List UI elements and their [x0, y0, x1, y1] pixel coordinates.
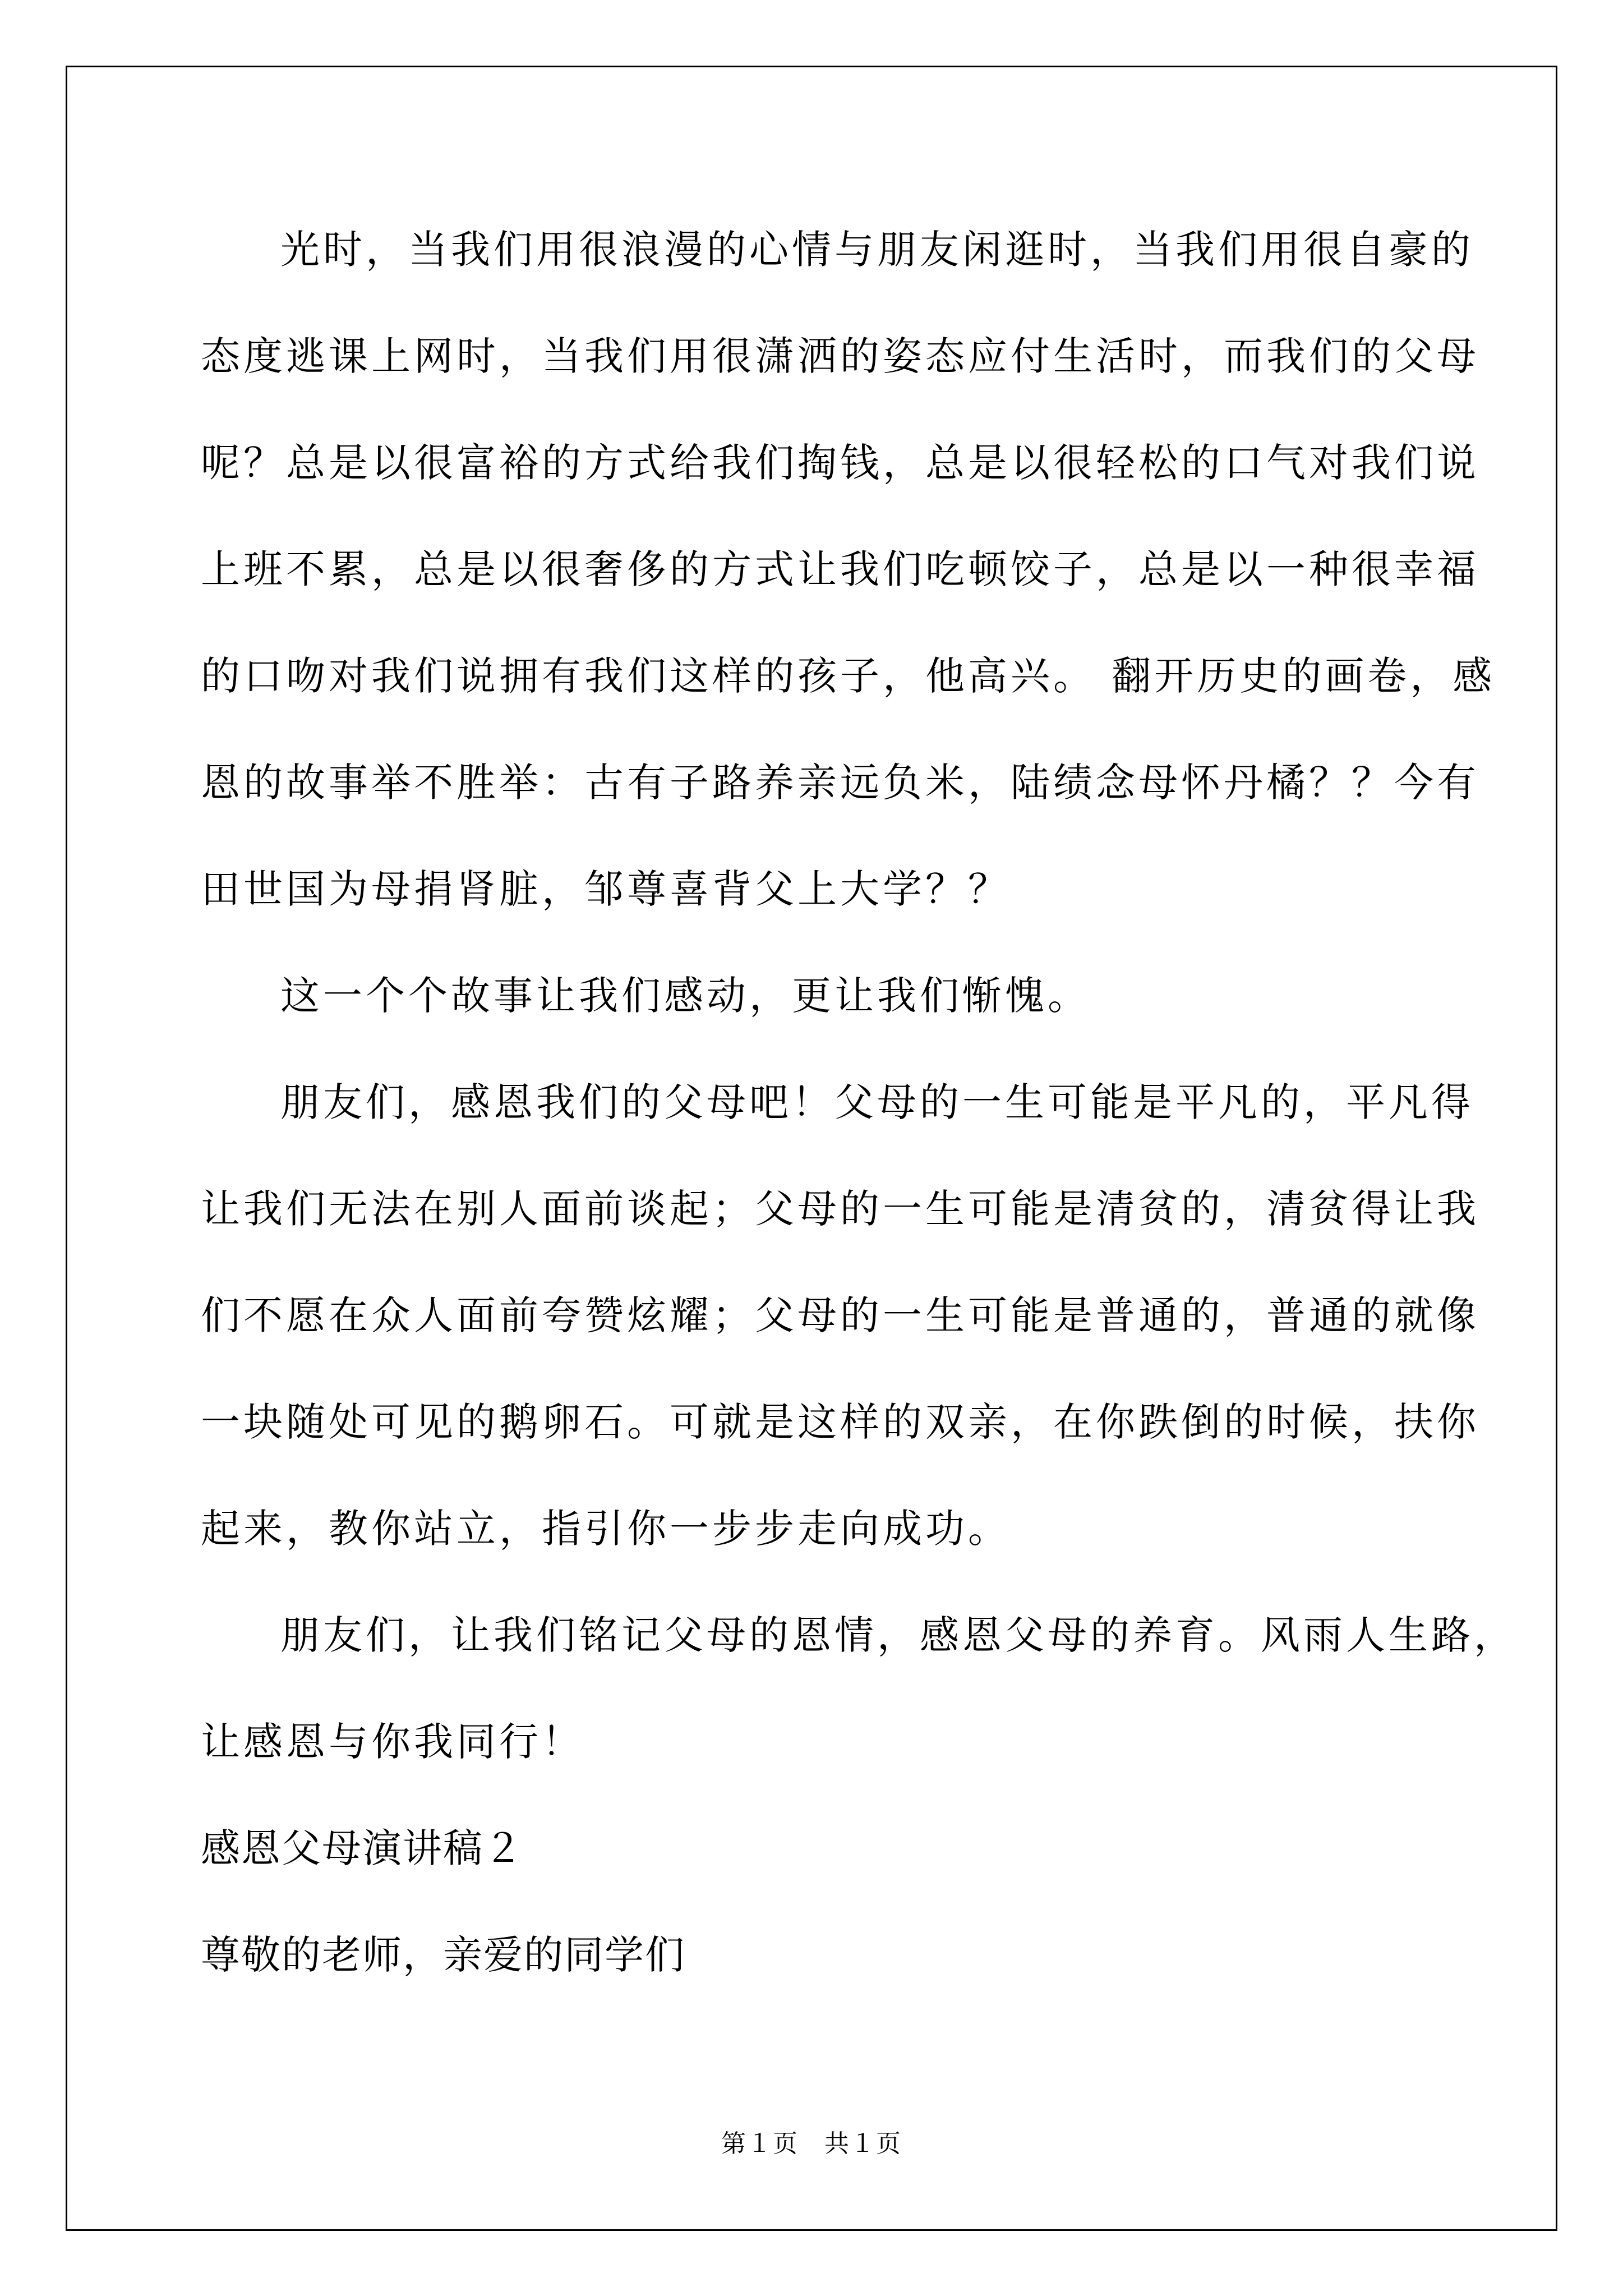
- text-line: 上班不累，总是以很奢侈的方式让我们吃顿饺子，总是以一种很幸福: [201, 546, 1479, 592]
- text-line: 光时，当我们用很浪漫的心情与朋友闲逛时，当我们用很自豪的: [280, 227, 1474, 273]
- text-line: 的口吻对我们说拥有我们这样的孩子，他高兴。 翻开历史的画卷，感: [201, 653, 1496, 699]
- text-line: 们不愿在众人面前夸赞炫耀；父母的一生可能是普通的，普通的就像: [201, 1292, 1479, 1338]
- page-border: [66, 66, 1557, 2231]
- text-line: 起来，教你站立，指引你一步步走向成功。: [201, 1506, 1011, 1552]
- text-line: 这一个个故事让我们感动，更让我们惭愧。: [280, 973, 1090, 1019]
- text-line: 让我们无法在别人面前谈起；父母的一生可能是清贫的，清贫得让我: [201, 1186, 1479, 1232]
- text-line: 态度逃课上网时，当我们用很潇洒的姿态应付生活时，而我们的父母: [201, 333, 1479, 379]
- salutation: 尊敬的老师，亲爱的同学们: [201, 1932, 685, 1978]
- text-line: 呢？总是以很富裕的方式给我们掏钱，总是以很轻松的口气对我们说: [201, 440, 1479, 486]
- page-number: 第１页 共１页: [721, 2129, 902, 2158]
- text-line: 朋友们，感恩我们的父母吧！父母的一生可能是平凡的，平凡得: [280, 1079, 1474, 1125]
- text-line: 朋友们，让我们铭记父母的恩情，感恩父母的养育。风雨人生路，: [280, 1612, 1516, 1658]
- text-line: 让感恩与你我同行！: [201, 1719, 584, 1765]
- text-line: 一块随处可见的鹅卵石。可就是这样的双亲，在你跌倒的时候，扶你: [201, 1399, 1479, 1445]
- text-line: 田世国为母捐肾脏，邹尊喜背父上大学？？: [201, 866, 1011, 912]
- section-title: 感恩父母演讲稿２: [201, 1825, 524, 1871]
- text-line: 恩的故事举不胜举：古有子路养亲远负米，陆绩念母怀丹橘？？今有: [201, 760, 1479, 806]
